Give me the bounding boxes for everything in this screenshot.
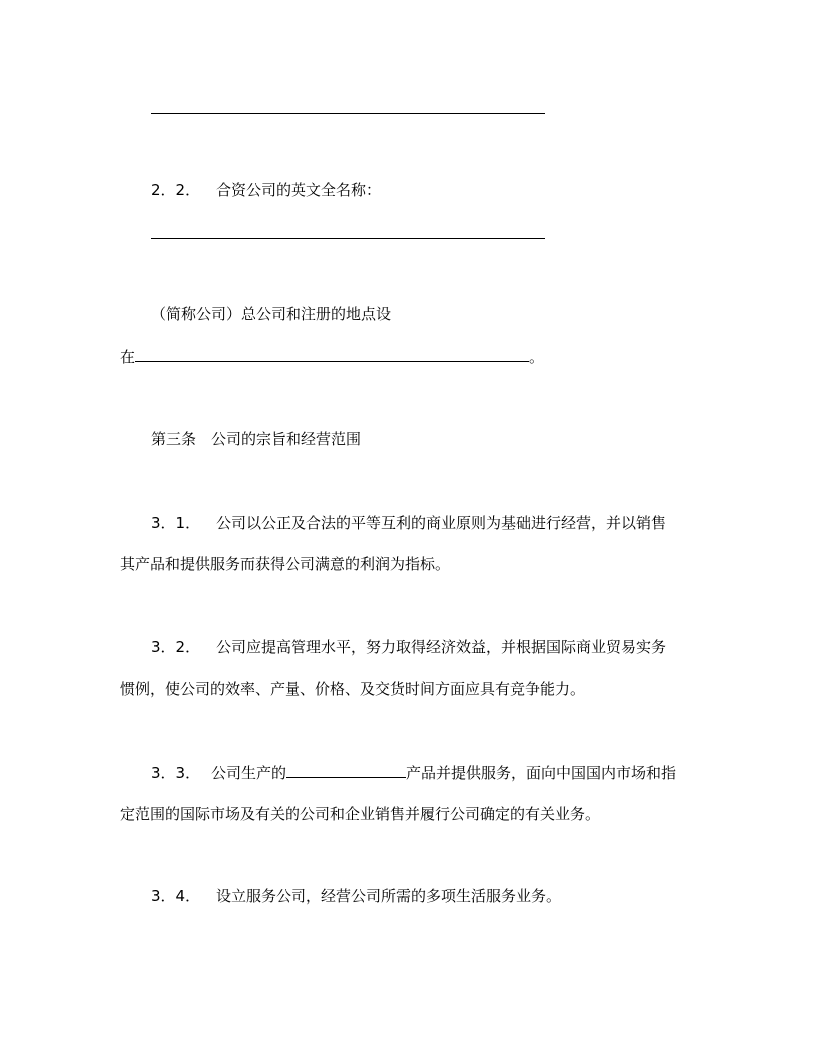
fill-in-blank-product[interactable] (286, 762, 406, 778)
clause-text: 设立服务公司，经营公司所需的多项生活服务业务。 (216, 887, 562, 905)
abbreviation-prefix: 在 (120, 348, 136, 366)
clause-3-2-line-2: 惯例，使公司的效率、产量、价格、及交货时间方面应具有竞争能力。 (120, 680, 586, 698)
clause-3-4 (151, 886, 561, 906)
clause-3-1-line-2: 其产品和提供服务而获得公司满意的利润为指标。 (120, 555, 451, 573)
clause-text: 公司应提高管理水平，努力取得经济效益，并根据国际商业贸易实务 (216, 638, 667, 656)
clause-3-3-line-1 (151, 762, 676, 783)
clause-text-suffix: 产品并提供服务，面向中国国内市场和指 (406, 764, 677, 782)
abbreviation-line-2 (120, 346, 544, 367)
clause-text: 合资公司的英文全名称： (216, 181, 382, 199)
clause-2-2 (151, 180, 381, 200)
abbreviation-suffix: 。 (529, 348, 545, 366)
clause-number: 3．1． (151, 514, 201, 532)
clause-text: 公司以公正及合法的平等互利的商业原则为基础进行经营，并以销售 (216, 514, 667, 532)
fill-in-blank-english-name[interactable] (151, 238, 545, 239)
clause-3-1-line-1 (151, 513, 666, 533)
abbreviation-line-1: （简称公司）总公司和注册的地点设 (151, 305, 392, 323)
clause-number: 3．2． (151, 638, 201, 656)
fill-in-blank-chinese-name[interactable] (151, 113, 545, 114)
article-3-title: 第三条 公司的宗旨和经营范围 (151, 430, 362, 448)
clause-number: 3．3． (151, 764, 201, 782)
fill-in-blank-address[interactable] (135, 346, 529, 362)
clause-3-3-line-2: 定范围的国际市场及有关的公司和企业销售并履行公司确定的有关业务。 (120, 805, 601, 823)
clause-3-2-line-1 (151, 637, 666, 657)
clause-text-prefix: 公司生产的 (211, 764, 287, 782)
clause-number: 2．2． (151, 181, 201, 199)
clause-number: 3．4． (151, 887, 201, 905)
